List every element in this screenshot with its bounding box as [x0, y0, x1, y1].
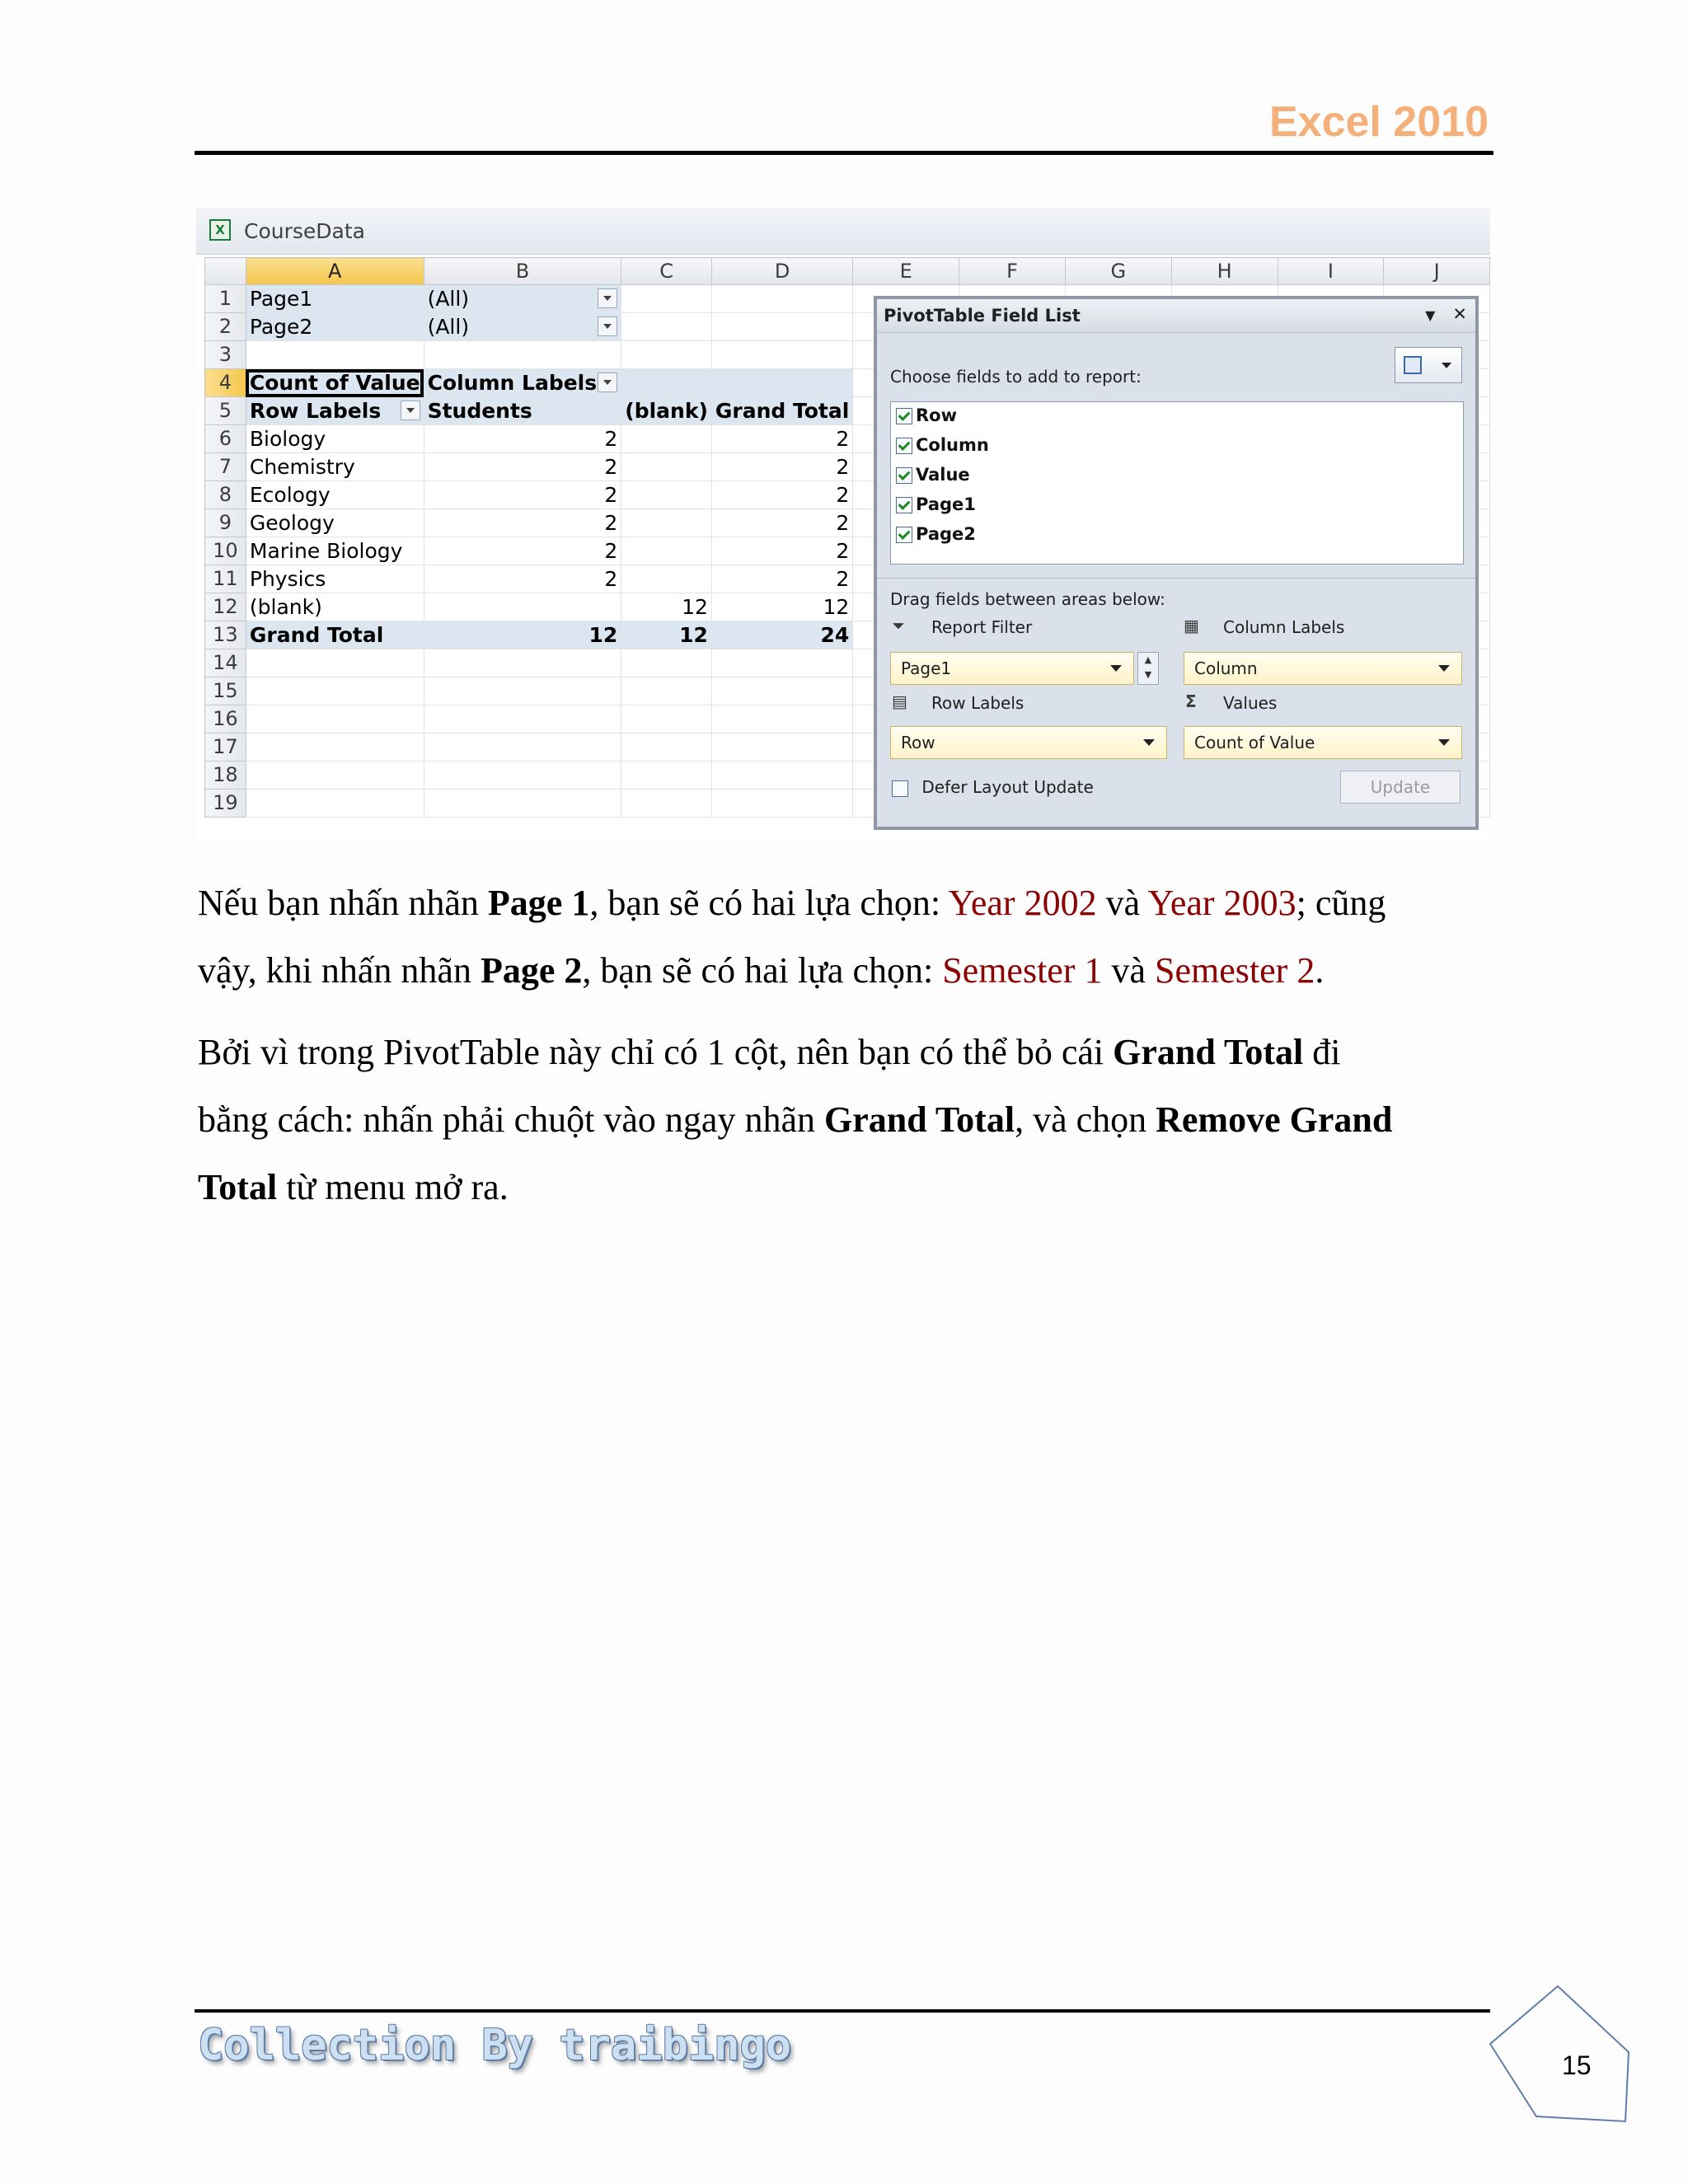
grand-total-label-cell[interactable]: Grand Total [246, 621, 424, 649]
page1-filter-dropdown[interactable] [598, 288, 617, 308]
row-header[interactable]: 16 [205, 705, 246, 733]
column-labels-area-label: Column Labels [1223, 617, 1345, 637]
row-header[interactable]: 6 [205, 425, 246, 453]
row-header[interactable]: 5 [205, 397, 246, 425]
row-labels-cell[interactable] [246, 397, 424, 425]
sigma-icon: Σ [1185, 691, 1197, 711]
cell[interactable]: 24 [711, 621, 852, 649]
row-header[interactable]: 2 [205, 313, 246, 341]
cell[interactable]: Physics [246, 565, 424, 593]
cell[interactable] [621, 565, 712, 593]
column-header[interactable]: D [711, 258, 852, 285]
text: , bạn sẽ có hai lựa chọn: [589, 883, 949, 923]
paragraph-2 [198, 1019, 1500, 1221]
cell[interactable]: Page1 [246, 285, 424, 313]
cell[interactable] [621, 762, 712, 790]
cell[interactable] [711, 790, 852, 818]
column-labels-field[interactable] [1184, 652, 1462, 685]
highlight-text: Year 2002 [948, 883, 1097, 923]
cell[interactable]: 2 [424, 565, 621, 593]
row-header[interactable]: 1 [205, 285, 246, 313]
panel-controls [1425, 304, 1467, 325]
paragraph-1 [198, 869, 1500, 1005]
page-filter-cell[interactable] [424, 285, 621, 313]
column-header-row [205, 258, 1490, 285]
page2-filter-dropdown[interactable] [598, 316, 617, 336]
column-header[interactable]: E [853, 258, 959, 285]
row-header[interactable]: 12 [205, 593, 246, 621]
cell[interactable]: (blank) [621, 397, 712, 425]
cell[interactable] [424, 762, 621, 790]
chevron-down-icon [1110, 665, 1122, 672]
values-field[interactable] [1184, 726, 1462, 759]
cell[interactable] [246, 649, 424, 677]
text: bằng cách: nhấn phải chuột vào ngay nhãn [198, 1099, 824, 1140]
text: đi [1303, 1032, 1341, 1072]
highlight-text: Year 2003 [1147, 883, 1296, 923]
cell[interactable] [246, 733, 424, 762]
highlight-text: Semester 2 [1155, 950, 1315, 991]
cell[interactable]: Geology [246, 509, 424, 537]
column-header[interactable]: H [1171, 258, 1278, 285]
row-labels-dropdown[interactable] [401, 401, 420, 420]
cell[interactable] [246, 790, 424, 818]
cell[interactable] [621, 537, 712, 565]
text: và [1096, 883, 1148, 923]
layout-icon [1404, 356, 1422, 374]
text: vậy, khi nhấn nhãn [198, 950, 481, 991]
update-button[interactable]: Update [1340, 771, 1461, 804]
field-label: Value [916, 465, 970, 485]
cell[interactable] [711, 341, 852, 369]
column-labels-field-label: Column [1194, 658, 1258, 678]
cell[interactable] [711, 369, 852, 397]
field-item-page1[interactable] [896, 494, 976, 514]
cell[interactable] [711, 677, 852, 705]
text: từ menu mở ra. [277, 1167, 509, 1207]
cell[interactable]: Biology [246, 425, 424, 453]
text: Bởi vì trong PivotTable này chỉ có 1 cột, nên bạn có thể bỏ cái [198, 1032, 1114, 1072]
cell[interactable]: 12 [424, 621, 621, 649]
cell[interactable] [424, 733, 621, 762]
text: , và chọn [1015, 1099, 1156, 1140]
choose-fields-label: Choose fields to add to report: [890, 367, 1142, 387]
page-filter-cell[interactable] [424, 313, 621, 341]
checkbox-checked-icon[interactable] [896, 467, 912, 484]
checkbox-checked-icon[interactable] [896, 527, 912, 543]
text: , bạn sẽ có hai lựa chọn: [582, 950, 943, 991]
field-item-page2[interactable] [896, 524, 976, 544]
checkbox-checked-icon[interactable] [896, 408, 912, 424]
cell[interactable]: Marine Biology [246, 537, 424, 565]
cell[interactable]: 2 [424, 509, 621, 537]
checkbox-checked-icon[interactable] [896, 497, 912, 513]
column-header[interactable]: C [621, 258, 712, 285]
text: ; cũng [1296, 883, 1386, 923]
excel-icon: X [209, 219, 231, 241]
panel-title: PivotTable Field List [884, 306, 1081, 326]
column-labels-text: Column Labels [427, 371, 598, 395]
row-header[interactable]: 13 [205, 621, 246, 649]
filter-icon: ⏷ [892, 616, 905, 635]
chevron-down-icon [1442, 363, 1451, 368]
pivot-field-list-panel [874, 296, 1479, 830]
cell[interactable] [621, 509, 712, 537]
window-name: CourseData [244, 219, 365, 243]
cell[interactable] [424, 341, 621, 369]
row-header[interactable]: 10 [205, 537, 246, 565]
cell[interactable] [711, 762, 852, 790]
cell[interactable]: 2 [711, 425, 852, 453]
cell[interactable]: Chemistry [246, 453, 424, 481]
cell[interactable] [424, 677, 621, 705]
cell[interactable]: 2 [424, 537, 621, 565]
cell[interactable]: 2 [711, 453, 852, 481]
column-header[interactable]: A [246, 258, 424, 285]
column-labels-icon: ▦ [1184, 616, 1199, 635]
cell[interactable]: 2 [424, 453, 621, 481]
report-filter-label: Report Filter [931, 617, 1033, 637]
text: và [1102, 950, 1156, 991]
chevron-down-icon [1143, 739, 1155, 746]
cell[interactable]: 12 [711, 593, 852, 621]
defer-layout-label: Defer Layout Update [921, 777, 1094, 797]
row-header[interactable]: 11 [205, 565, 246, 593]
column-header[interactable]: F [959, 258, 1066, 285]
cell[interactable]: 2 [711, 565, 852, 593]
row-labels-text: Row Labels [249, 399, 382, 423]
footer-brand: Collection By traibingo [198, 2021, 792, 2070]
cell[interactable] [246, 762, 424, 790]
row-header[interactable]: 15 [205, 677, 246, 705]
field-label: Column [916, 435, 989, 455]
report-filter-field-label: Page1 [901, 658, 952, 678]
row-labels-field[interactable] [890, 726, 1167, 759]
cell[interactable]: Grand Total [711, 397, 852, 425]
excel-screenshot [196, 208, 1490, 841]
bold-text: Grand Total [1113, 1032, 1304, 1072]
row-header[interactable]: 17 [205, 733, 246, 762]
cell[interactable] [621, 425, 712, 453]
row-header[interactable]: 19 [205, 790, 246, 818]
cell[interactable]: 2 [424, 481, 621, 509]
row-labels-icon: ▤ [892, 691, 907, 711]
bold-text: Page 1 [487, 883, 590, 923]
cell[interactable]: 12 [621, 621, 712, 649]
column-header[interactable]: G [1065, 258, 1171, 285]
row-labels-field-label: Row [901, 733, 935, 752]
cell[interactable] [621, 341, 712, 369]
bold-text: Grand Total [823, 1099, 1015, 1140]
cell[interactable] [246, 341, 424, 369]
cell[interactable]: 2 [711, 481, 852, 509]
cell[interactable] [711, 705, 852, 733]
column-header[interactable]: J [1384, 258, 1490, 285]
cell[interactable] [711, 285, 852, 313]
select-all-corner[interactable] [205, 258, 246, 285]
cell[interactable] [711, 733, 852, 762]
cell[interactable] [424, 790, 621, 818]
field-item-value[interactable] [896, 465, 970, 485]
column-labels-cell[interactable] [424, 369, 621, 397]
panel-titlebar [877, 299, 1475, 333]
cell[interactable]: Ecology [246, 481, 424, 509]
cell[interactable] [711, 313, 852, 341]
column-header[interactable]: B [424, 258, 621, 285]
row-header[interactable]: 4 [205, 369, 246, 397]
drag-fields-label: Drag fields between areas below: [890, 589, 1165, 609]
cell[interactable] [246, 677, 424, 705]
cell[interactable]: (blank) [246, 593, 424, 621]
field-label: Page1 [916, 494, 976, 514]
checkbox-checked-icon[interactable] [896, 438, 912, 454]
values-field-label: Count of Value [1194, 733, 1315, 752]
bold-text: Remove Grand [1156, 1099, 1393, 1140]
bold-text: Page 2 [480, 950, 583, 991]
row-header[interactable]: 8 [205, 481, 246, 509]
defer-layout-checkbox[interactable] [892, 777, 1094, 797]
cell[interactable] [621, 481, 712, 509]
cell[interactable]: 2 [711, 537, 852, 565]
cell[interactable] [621, 705, 712, 733]
chevron-down-icon [1438, 739, 1450, 746]
cell[interactable]: 2 [424, 425, 621, 453]
column-labels-dropdown[interactable] [598, 373, 617, 392]
cell[interactable] [621, 733, 712, 762]
close-icon[interactable]: ✕ [1452, 304, 1467, 324]
cell[interactable]: Page2 [246, 313, 424, 341]
cell[interactable] [424, 649, 621, 677]
footer-rule [195, 2009, 1490, 2013]
chevron-down-icon [1438, 665, 1450, 672]
cell[interactable] [424, 593, 621, 621]
values-area-label: Values [1223, 693, 1278, 713]
cell[interactable] [424, 705, 621, 733]
report-filter-field[interactable] [890, 652, 1134, 685]
page-filter-value: (All) [427, 315, 470, 339]
row-header[interactable]: 9 [205, 509, 246, 537]
row-header[interactable]: 14 [205, 649, 246, 677]
cell[interactable]: 2 [711, 509, 852, 537]
count-of-value-cell[interactable]: Count of Value [246, 369, 424, 397]
panel-menu-icon[interactable]: ▼ [1425, 307, 1436, 323]
cell[interactable] [621, 453, 712, 481]
header-title: Excel 2010 [1268, 98, 1489, 146]
cell[interactable] [621, 285, 712, 313]
field-checklist [890, 401, 1464, 565]
text: Nếu bạn nhấn nhãn [198, 883, 488, 923]
cell[interactable]: Students [424, 397, 621, 425]
row-header[interactable]: 7 [205, 453, 246, 481]
field-label: Page2 [916, 524, 976, 544]
field-item-column[interactable] [896, 435, 989, 455]
column-header[interactable]: I [1278, 258, 1384, 285]
cell[interactable]: 12 [621, 593, 712, 621]
cell[interactable] [621, 369, 712, 397]
filter-spinner[interactable]: ▲ ▼ [1137, 652, 1159, 685]
header-rule [195, 151, 1493, 155]
page-filter-value: (All) [427, 287, 470, 311]
bold-text: Total [198, 1167, 278, 1207]
panel-divider [877, 578, 1475, 579]
checkbox-unchecked-icon[interactable] [892, 780, 908, 797]
cell[interactable] [246, 705, 424, 733]
page-number: 15 [1562, 2050, 1592, 2080]
cell[interactable] [621, 677, 712, 705]
cell[interactable] [621, 649, 712, 677]
field-layout-button[interactable] [1395, 347, 1462, 383]
row-header[interactable]: 3 [205, 341, 246, 369]
cell[interactable] [621, 790, 712, 818]
text: . [1315, 950, 1325, 991]
field-item-row[interactable] [896, 405, 957, 425]
row-labels-area-label: Row Labels [931, 693, 1025, 713]
window-titlebar [196, 208, 1490, 255]
highlight-text: Semester 1 [942, 950, 1103, 991]
field-label: Row [916, 405, 957, 425]
row-header[interactable]: 18 [205, 762, 246, 790]
cell[interactable] [711, 649, 852, 677]
page-number-badge-icon [1487, 1983, 1632, 2130]
cell[interactable] [621, 313, 712, 341]
